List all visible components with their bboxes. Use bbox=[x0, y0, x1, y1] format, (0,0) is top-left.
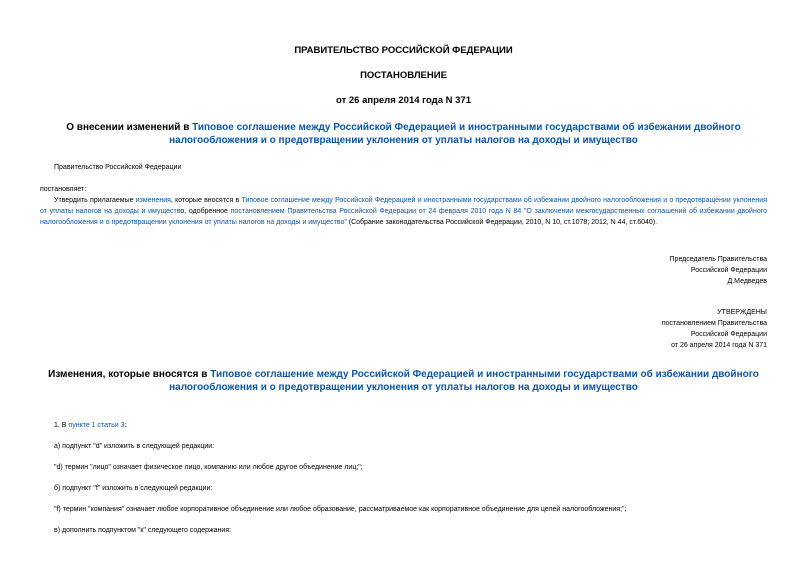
item-1 bbox=[54, 420, 126, 431]
changes-link[interactable]: изменения bbox=[135, 197, 171, 204]
document-date-number: от 26 апреля 2014 года N 371 bbox=[336, 95, 471, 106]
resolution-title-prefix: О внесении изменений в bbox=[66, 122, 193, 133]
approved-date: от 26 апреля 2014 года N 371 bbox=[671, 342, 767, 349]
government-heading: ПРАВИТЕЛЬСТВО РОССИЙСКОЙ ФЕДЕРАЦИИ bbox=[294, 45, 513, 56]
signature-position: Председатель Правительства bbox=[669, 256, 767, 263]
changes-title bbox=[40, 368, 767, 394]
signature-country: Российской Федерации bbox=[690, 267, 767, 274]
approved-country: Российской Федерации bbox=[690, 331, 767, 338]
subitem-b: б) подпункт "f" изложить в следующей редакции: bbox=[54, 485, 213, 492]
resolves-line: постановляет: bbox=[40, 186, 87, 193]
approved-label: УТВЕРЖДЕНЫ bbox=[717, 309, 767, 316]
government-line: Правительство Российской Федерации bbox=[54, 164, 182, 171]
document-type: ПОСТАНОВЛЕНИЕ bbox=[360, 70, 447, 81]
subitem-a: а) подпункт "d" изложить в следующей редакции: bbox=[54, 443, 215, 450]
model-agreement-link[interactable]: Типовое соглашение между Российской Федерацией и иностранными государствами об избежании двойного налогообложения и о предотвращении уклонения от уплаты налогов на доходы и имущество bbox=[169, 122, 741, 146]
subitem-d-text: "d) термин "лицо" означает физическое лицо, компанию или любое другое объединение лиц;"; bbox=[54, 464, 363, 471]
article-3-link[interactable]: пункте 1 статьи 3 bbox=[68, 422, 125, 429]
paragraph-text: , которые вносятся в bbox=[170, 197, 242, 204]
approval-stamp bbox=[662, 307, 767, 351]
resolution-paragraph bbox=[40, 195, 767, 228]
changes-agreement-link[interactable]: Типовое соглашение между Российской Федерацией и иностранными государствами об избежании двойного налогообложения и о предотвращении уклонения от уплаты налогов на доходы и имущество bbox=[169, 369, 759, 393]
paragraph-text: (Собрание законодательства Российской Федерации, 2010, N 10, ст.1078; 2012, N 44, ст.6040). bbox=[346, 219, 658, 226]
signature-name: Д.Медведев bbox=[727, 278, 767, 285]
changes-title-prefix: Изменения, которые вносятся в bbox=[48, 369, 211, 380]
decree-84-link[interactable]: постановлением Правительства Российской Федерации от 24 февраля 2010 года N 84 "О заключении межгосударственных соглашений об избежании двойного налогообложения и о предотвращении уклонения от уплаты налогов на доходы и имущество" bbox=[40, 208, 768, 226]
paragraph-text: Утвердить прилагаемые bbox=[54, 197, 136, 204]
agreement-link[interactable]: Типовое соглашение между Российской Федерацией и иностранными государствами об избежании двойного налогообложения и о предотвращении уклонения от уплаты налогов на доходы и имуществ bbox=[40, 197, 767, 215]
resolution-title bbox=[40, 121, 767, 147]
signature-block bbox=[670, 254, 767, 287]
approved-by: постановлением Правительства bbox=[661, 320, 767, 327]
item-1-suffix: : bbox=[124, 422, 127, 429]
subitem-f-text: "f) термин "компания" означает любое корпоративное объединение или любое образование, рассматриваемое как корпоративное объединение для целей налогообложения;"; bbox=[54, 506, 627, 513]
subitem-v: в) дополнить подпунктом "к" следующего содержания: bbox=[54, 527, 232, 534]
paragraph-text: о, одобренное bbox=[180, 208, 231, 215]
item-1-prefix: 1. В bbox=[54, 422, 69, 429]
